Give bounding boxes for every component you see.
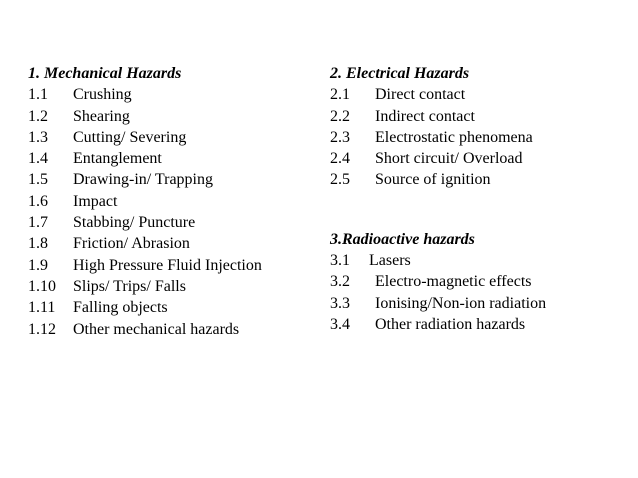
item-text: Cutting/ Severing: [73, 128, 187, 146]
item-number: 3.1: [330, 252, 350, 270]
item-number: 1.9: [28, 256, 48, 274]
item-number: 2.1: [330, 86, 350, 104]
list-item: [28, 276, 318, 297]
item-number: 1.6: [28, 192, 48, 210]
mechanical-hazards-section: [28, 63, 318, 340]
item-text: Electro-magnetic effects: [375, 273, 532, 291]
item-number: 1.2: [28, 107, 48, 125]
item-number: 1.1: [28, 86, 48, 104]
list-item: [28, 169, 318, 190]
mechanical-hazards-list: [28, 84, 318, 340]
list-item: [330, 169, 630, 190]
item-text: Shearing: [73, 107, 130, 125]
list-item: [330, 106, 630, 127]
item-number: 2.3: [330, 128, 350, 146]
list-item: [330, 271, 630, 292]
item-text: Impact: [73, 192, 118, 210]
item-number: 1.3: [28, 128, 48, 146]
list-item: [28, 233, 318, 254]
item-text: Lasers: [369, 252, 411, 270]
item-text: Other radiation hazards: [375, 315, 526, 333]
list-item: [28, 297, 318, 318]
list-item: [28, 191, 318, 212]
list-item: [28, 148, 318, 169]
item-text: Drawing-in/ Trapping: [73, 171, 213, 189]
item-number: 1.8: [28, 235, 48, 253]
item-text: Direct contact: [375, 86, 466, 104]
item-text: Slips/ Trips/ Falls: [73, 277, 186, 295]
list-item: [28, 84, 318, 105]
list-item: [330, 250, 630, 271]
list-item: [330, 293, 630, 314]
list-item: [28, 255, 318, 276]
item-number: 3.2: [330, 273, 350, 291]
item-text: Indirect contact: [375, 107, 475, 125]
item-number: 3.4: [330, 315, 350, 333]
radioactive-hazards-heading: 3.Radioactive hazards: [330, 230, 475, 248]
item-number: 3.3: [330, 294, 350, 312]
electrical-hazards-heading: 2. Electrical Hazards: [330, 65, 470, 82]
item-text: Ionising/Non-ion radiation: [375, 294, 547, 312]
item-number: 2.2: [330, 107, 350, 125]
item-number: 2.4: [330, 150, 350, 168]
radioactive-hazards-section: [330, 229, 630, 335]
item-number: 2.5: [330, 171, 350, 189]
list-item: [28, 319, 318, 340]
electrical-hazards-section: [330, 63, 630, 191]
item-text: Friction/ Abrasion: [73, 235, 190, 253]
list-item: [330, 84, 630, 105]
mechanical-hazards-heading: 1. Mechanical Hazards: [28, 65, 182, 82]
list-item: [28, 127, 318, 148]
item-number: 1.11: [28, 299, 56, 317]
item-text: Source of ignition: [375, 171, 491, 189]
item-number: 1.5: [28, 171, 48, 189]
item-text: Other mechanical hazards: [73, 320, 240, 338]
item-text: Stabbing/ Puncture: [73, 214, 196, 232]
item-text: Crushing: [73, 86, 132, 104]
item-text: High Pressure Fluid Injection: [73, 256, 262, 274]
item-number: 1.10: [28, 277, 56, 295]
item-text: Short circuit/ Overload: [375, 150, 523, 168]
list-item: [330, 148, 630, 169]
item-number: 1.7: [28, 214, 48, 232]
item-text: Falling objects: [73, 299, 168, 317]
list-item: [28, 212, 318, 233]
item-number: 1.4: [28, 150, 48, 168]
list-item: [28, 106, 318, 127]
section-spacer: [330, 191, 630, 229]
item-text: Entanglement: [73, 150, 162, 168]
item-number: 1.12: [28, 320, 56, 338]
item-text: Electrostatic phenomena: [375, 128, 533, 146]
list-item: [330, 127, 630, 148]
list-item: [330, 314, 630, 335]
right-column: [330, 63, 630, 335]
